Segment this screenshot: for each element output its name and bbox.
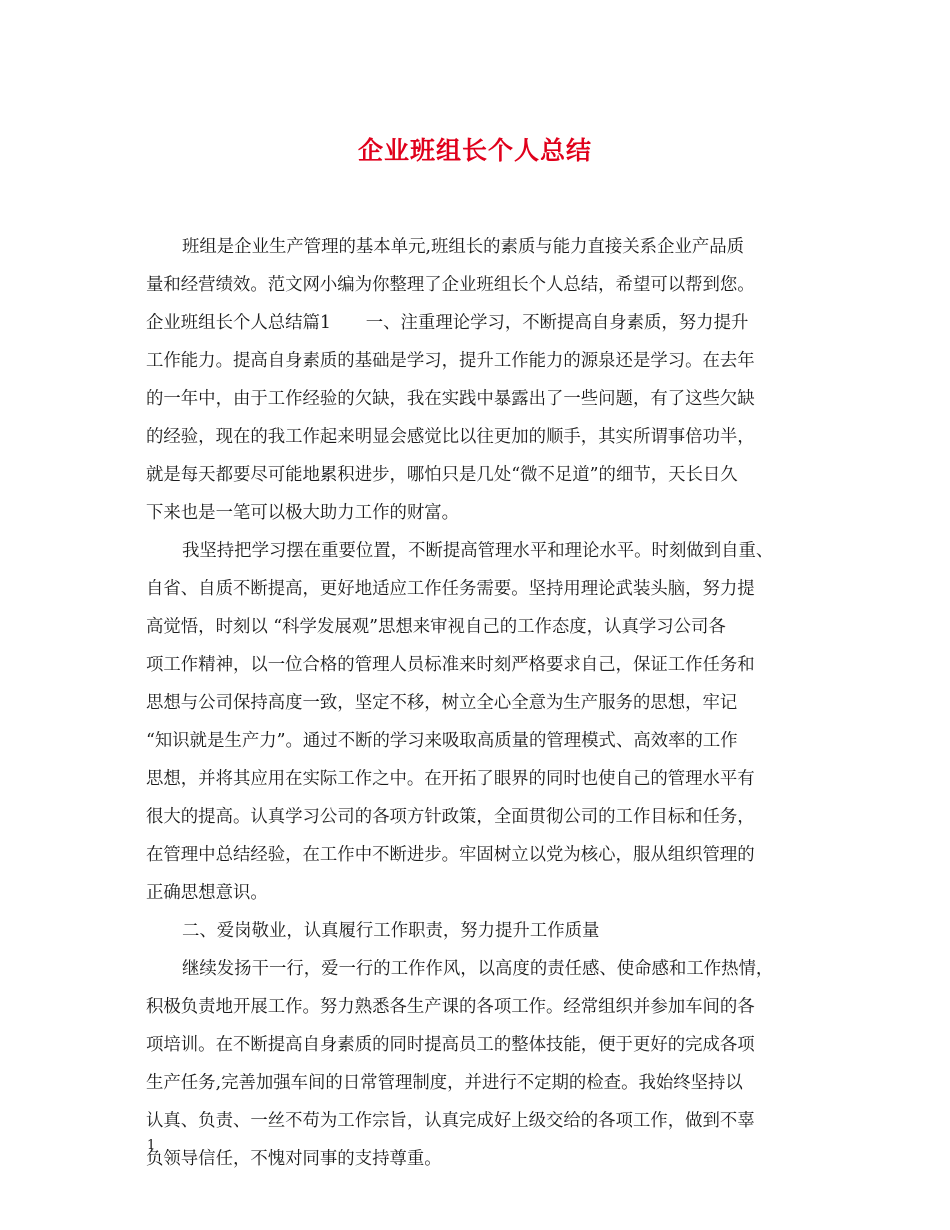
body-line: 自省、自质不断提高，更好地适应工作任务需要。坚持用理论武装头脑，努力提 bbox=[146, 579, 755, 599]
body-line: 量和经营绩效。范文网小编为你整理了企业班组长个人总结，希望可以帮到您。 bbox=[146, 275, 755, 295]
body-line: 生产任务,完善加强车间的日常管理制度，并进行不定期的检查。我始终坚持以 bbox=[146, 1073, 743, 1093]
body-line: 班组是企业生产管理的基本单元,班组长的素质与能力直接关系企业产品质 bbox=[182, 237, 745, 257]
section-heading: 二、爱岗敬业，认真履行工作职责，努力提升工作质量 bbox=[182, 921, 600, 941]
body-line: 企业班组长个人总结篇1 一、注重理论学习，不断提高自身素质，努力提升 bbox=[146, 313, 749, 333]
body-line: 的一年中，由于工作经验的欠缺，我在实践中暴露出了一些问题，有了这些欠缺 bbox=[146, 389, 755, 409]
body-line: 下来也是一笔可以极大助力工作的财富。 bbox=[146, 503, 460, 523]
body-line: 在管理中总结经验，在工作中不断进步。牢固树立以党为核心，服从组织管理的 bbox=[146, 845, 755, 865]
document-title: 企业班组长个人总结 bbox=[357, 136, 592, 165]
body-line: 认真、负责、一丝不苟为工作宗旨，认真完成好上级交给的各项工作，做到不辜 bbox=[146, 1111, 755, 1131]
body-line: 继续发扬干一行，爱一行的工作作风，以高度的责任感、使命感和工作热情， bbox=[182, 959, 774, 979]
body-line: 高觉悟，时刻以 “科学发展观”思想来审视自己的工作态度，认真学习公司各 bbox=[146, 617, 726, 637]
body-line: 工作能力。提高自身素质的基础是学习，提升工作能力的源泉还是学习。在去年 bbox=[146, 351, 755, 371]
body-line: 项培训。在不断提高自身素质的同时提高员工的整体技能，便于更好的完成各项 bbox=[146, 1035, 755, 1055]
body-line: 积极负责地开展工作。努力熟悉各生产课的各项工作。经常组织并参加车间的各 bbox=[146, 997, 755, 1017]
body-line: 就是每天都要尽可能地累积进步，哪怕只是几处“微不足道”的细节，天长日久 bbox=[146, 465, 738, 485]
body-line: 项工作精神，以一位合格的管理人员标准来时刻严格要求自己，保证工作任务和 bbox=[146, 655, 755, 675]
body-line: 正确思想意识。 bbox=[146, 883, 268, 903]
body-line: 我坚持把学习摆在重要位置，不断提高管理水平和理论水平。时刻做到自重、 bbox=[182, 541, 774, 561]
body-line: 思想，并将其应用在实际工作之中。在开拓了眼界的同时也使自己的管理水平有 bbox=[146, 769, 755, 789]
page-number: 1 bbox=[147, 1138, 156, 1153]
body-line: 很大的提高。认真学习公司的各项方针政策，全面贯彻公司的工作目标和任务， bbox=[146, 807, 755, 827]
body-line: 的经验，现在的我工作起来明显会感觉比以往更加的顺手，其实所谓事倍功半， bbox=[146, 427, 755, 447]
body-line: 思想与公司保持高度一致，坚定不移，树立全心全意为生产服务的思想，牢记 bbox=[146, 693, 738, 713]
body-line: “知识就是生产力”。通过不断的学习来吸取高质量的管理模式、高效率的工作 bbox=[146, 731, 738, 751]
body-line: 负领导信任，不愧对同事的支持尊重。 bbox=[146, 1149, 442, 1169]
